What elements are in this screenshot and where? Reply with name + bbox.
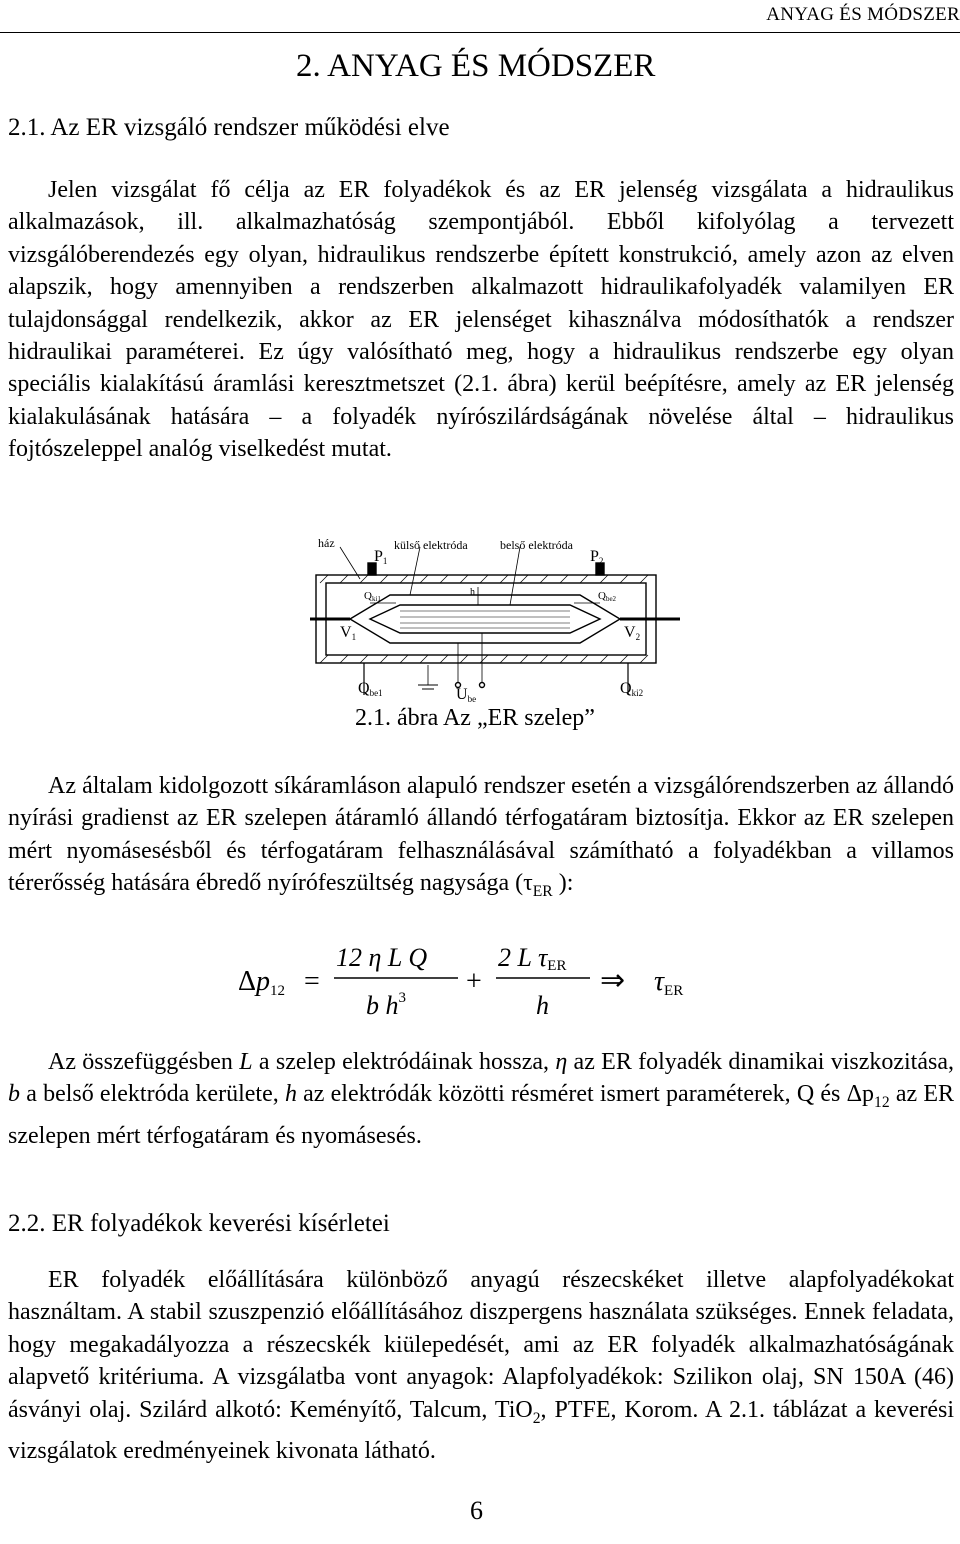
svg-text:τER: τER xyxy=(654,966,684,999)
svg-text:Qki1: Qki1 xyxy=(364,590,381,603)
label-kulso-elektroda: külső elektróda xyxy=(394,538,468,552)
svg-text:V1: V1 xyxy=(340,624,357,642)
label-qbe2: Q xyxy=(598,590,606,602)
label-h: h xyxy=(470,587,475,598)
figure-caption: 2.1. ábra Az „ER szelep” xyxy=(355,705,595,731)
label-qki2: Q xyxy=(620,680,632,697)
label-p2: P xyxy=(590,548,599,565)
section-title-2-2: 2.2. ER folyadékok keverési kísérletei xyxy=(8,1210,390,1237)
header-rule xyxy=(0,32,960,33)
paragraph-method-end: ): xyxy=(552,870,574,897)
svg-text:Qbe1: Qbe1 xyxy=(358,680,383,698)
page-number: 6 xyxy=(470,1496,483,1525)
label-qki1: Q xyxy=(364,590,372,602)
formula-denominator-2: h xyxy=(536,991,549,1020)
label-v1: V xyxy=(340,624,352,641)
paragraph-intro: Jelen vizsgálat fő célja az ER folyadékok és az ER jelenség vizsgálata a hidraulikus alkalmazások, ill. alkalmazhatóság szempontjából. Ebből kifolyólag a tervezett vizsgálóberendezés egy olyan, hidraulikus rendszerbe épített konstrukció, amely azon az elven alapszik, hogy amennyiben a rendszerben alkalmazott hidraulikafolyadék valamilyen ER tulajdonsággal rendelkezik, akkor az ER jelenséget kihasználva módosíthatók a rendszer hidraulikai paraméterei. Ez úgy valósítható meg, hogy a hidraulikus rendszerbe egy olyan speciális kialakítású áramlási keresztmetszet (2.1. ábra) kerül beépítésre, amely az ER jelenség kialakulásának hatására – a folyadék nyírószilárdságának növelése által – hidraulikus fojtószeleppel analóg viselkedést mutat. xyxy=(8,177,954,463)
formula-numerator-1: 12 η L Q xyxy=(336,943,428,972)
svg-text:b h3: b $h^3$ xyxy=(366,990,406,1020)
er-valve-figure xyxy=(310,533,680,713)
outer-electrode xyxy=(350,595,620,643)
label-haz: ház xyxy=(318,536,335,550)
label-ube: U xyxy=(456,686,468,703)
label-qbe1: Q xyxy=(358,680,370,697)
formula-implies: ⇒ xyxy=(600,964,626,997)
svg-text:P1: P1 xyxy=(374,548,388,566)
svg-text:V2: V2 xyxy=(624,624,641,642)
running-header: ANYAG ÉS MÓDSZER xyxy=(766,4,960,25)
label-v2: V xyxy=(624,624,636,641)
svg-text:Qki2: Qki2 xyxy=(620,680,644,698)
formula-denominator-1: b h xyxy=(366,991,399,1020)
shear-stress-formula xyxy=(238,940,718,1020)
paragraph-symbols: Az összefüggésben L a szelep elektródáinak hossza, η az ER folyadék dinamikai viszkozitása, b a belső elektróda kerülete, h az elektródák közötti résméret ismert paraméterek, Q és $\Delta p_{12}$ az ER szelepen mért térfogatáram és nyomásesés. xyxy=(8,1049,954,1149)
formula-delta: Δ xyxy=(238,966,257,997)
formula-equals: = xyxy=(304,966,320,997)
chapter-title: 2. ANYAG ÉS MÓDSZER xyxy=(296,48,656,84)
housing-outer xyxy=(316,575,656,663)
formula-tau: τ xyxy=(654,966,665,997)
tau-symbol: τ xyxy=(523,870,533,897)
paragraph-method xyxy=(8,770,954,908)
paragraph-method-text: Az általam kidolgozott síkáramláson alapuló rendszer esetén a vizsgálórendszerben az állandó nyírási gradienst az ER szelepen átáramló állandó térfogatáram biztosítja. Ekkor az ER szelepen mért nyomásesésből és térfogatáram felhasználásával számítható a folyadékban a villamos térerősség hatására ébredő nyírófeszültség nagysága ( xyxy=(8,773,954,897)
paragraph-mixing: ER folyadék előállítására különböző anyagú részecskéket illetve alapfolyadékokat használtam. A stabil szuszpenzió előállításához diszpergens használata szükséges. Ennek feladata, hogy megakadályozza a részecskék kiülepedését, ami az ER folyadék alkalmazhatóságának alapvető kritériuma. A vizsgálatba vont anyagok: Alapfolyadékok: Szilikon olaj, SN 150A (46) ásványi olaj. Szilárd alkotó: Keményítő, Talcum, TiO$_2$, PTFE, Korom. A 2.1. táblázat a keverési vizsgálatok eredményeinek kivonata látható. xyxy=(8,1267,954,1464)
svg-text:Ube: Ube xyxy=(456,686,477,704)
svg-text:Qbe2: Qbe2 xyxy=(598,590,617,603)
section-title-2-1: 2.1. Az ER vizsgáló rendszer működési elve xyxy=(8,114,450,141)
svg-text:P2: P2 xyxy=(590,548,604,566)
label-belso-elektroda: belső elektróda xyxy=(500,538,573,552)
label-p1: P xyxy=(374,548,383,565)
formula-numerator-2: 2 L τ xyxy=(498,943,548,972)
formula-plus: + xyxy=(466,966,482,997)
inner-electrode xyxy=(370,605,600,633)
formula-p: p xyxy=(256,966,271,997)
svg-text:Δp12: Δp12 xyxy=(238,966,286,999)
svg-text:2 L τER: 2 L τER xyxy=(498,943,567,974)
tau-subscript: ER xyxy=(532,883,553,901)
